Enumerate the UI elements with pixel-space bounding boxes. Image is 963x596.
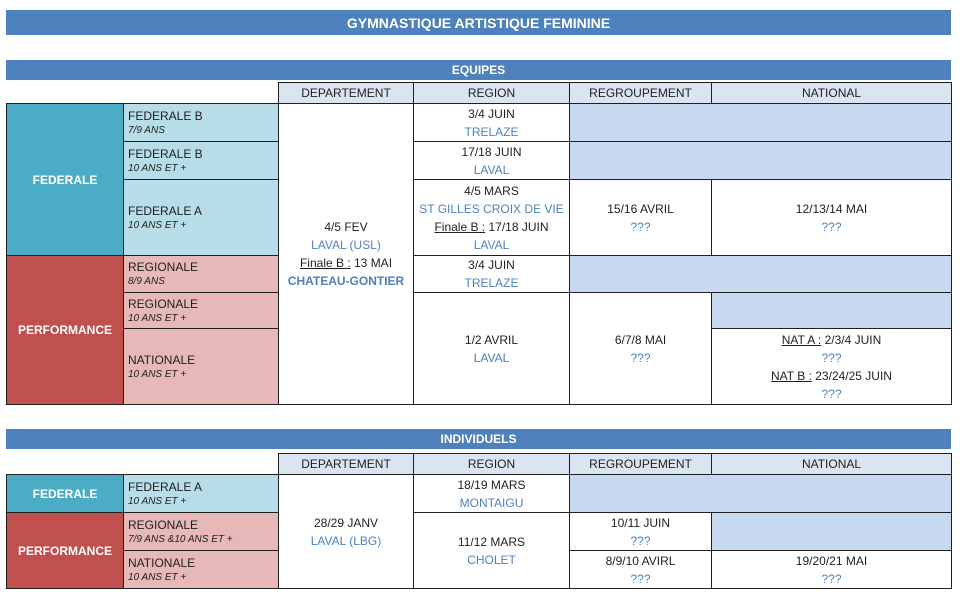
level-name: FEDERALE A — [128, 203, 203, 218]
level-cell — [124, 142, 279, 180]
finale-place: CHATEAU-GONTIER — [287, 274, 405, 288]
region-date: 3/4 JUIN — [468, 106, 515, 121]
table-row — [7, 180, 952, 256]
region-place: CHOLET — [467, 552, 516, 567]
equipes-header-row — [7, 83, 952, 104]
national-cell — [712, 180, 952, 256]
level-name: FEDERALE B — [128, 108, 203, 123]
region-finale — [418, 218, 565, 236]
page-title: GYMNASTIQUE ARTISTIQUE FEMININE — [6, 10, 951, 35]
level-cell — [124, 513, 279, 551]
level-name: REGIONALE — [128, 517, 199, 532]
header-blank — [7, 83, 279, 104]
empty-cell — [570, 142, 952, 180]
finale-date: 17/18 JUIN — [485, 219, 549, 234]
level-name: FEDERALE A — [128, 479, 203, 494]
col-national: NATIONAL — [712, 454, 952, 475]
departement-date: 4/5 FEV — [324, 220, 368, 234]
region-cell — [414, 104, 570, 142]
nat-b-place: ??? — [821, 386, 842, 401]
level-age: 10 ANS ET + — [128, 162, 187, 174]
level-age: 7/9 ANS &10 ANS ET + — [128, 533, 233, 545]
level-cell — [124, 329, 279, 405]
departement-date: 28/29 JANV — [313, 515, 379, 530]
national-date: 12/13/14 MAI — [795, 201, 868, 216]
col-national: NATIONAL — [712, 83, 952, 104]
region-date: 17/18 JUIN — [461, 144, 522, 159]
empty-cell — [712, 513, 952, 551]
empty-cell — [570, 104, 952, 142]
nat-b — [716, 367, 947, 385]
col-regroupement: REGROUPEMENT — [570, 83, 712, 104]
table-row — [7, 293, 952, 329]
individuels-section-header: INDIVIDUELS — [6, 429, 951, 449]
level-age: 10 ANS ET + — [128, 368, 187, 380]
equipes-table — [6, 82, 952, 405]
nat-b-label: NAT B : — [771, 368, 812, 383]
col-departement: DEPARTEMENT — [279, 454, 414, 475]
col-region: REGION — [414, 454, 570, 475]
region-cell — [414, 293, 570, 405]
empty-cell — [570, 256, 952, 293]
regroupement-place: ??? — [630, 350, 651, 365]
regroupement-place: ??? — [630, 571, 651, 586]
regroupement-cell — [570, 513, 712, 551]
departement-place: LAVAL (LBG) — [310, 533, 382, 548]
level-name: REGIONALE — [128, 260, 199, 274]
regroupement-cell — [570, 293, 712, 405]
regroupement-date: 6/7/8 MAI — [614, 332, 667, 347]
category-performance: PERFORMANCE — [7, 256, 124, 405]
region-cell — [414, 180, 570, 256]
table-row — [7, 256, 952, 293]
departement-cell — [279, 104, 414, 405]
departement-cell — [279, 475, 414, 589]
nat-b-date: 23/24/25 JUIN — [811, 368, 892, 383]
region-date: 4/5 MARS — [464, 183, 519, 198]
region-place: ST GILLES CROIX DE VIE — [419, 201, 564, 216]
national-date: 19/20/21 MAI — [795, 553, 868, 568]
empty-cell — [712, 293, 952, 329]
national-place: ??? — [821, 219, 842, 234]
category-federale: FEDERALE — [7, 104, 124, 256]
level-age: 7/9 ANS — [128, 124, 165, 136]
header-blank — [7, 454, 279, 475]
level-name: FEDERALE B — [128, 146, 203, 161]
region-place: LAVAL — [473, 162, 510, 177]
regroupement-date: 8/9/10 AVIRL — [605, 553, 676, 568]
region-date: 18/19 MARS — [457, 477, 526, 492]
category-federale: FEDERALE — [7, 475, 124, 513]
region-date: 11/12 MARS — [457, 534, 526, 549]
regroupement-cell — [570, 180, 712, 256]
nat-a-date: 2/3/4 JUIN — [821, 332, 882, 347]
national-cell — [712, 551, 952, 589]
col-regroupement: REGROUPEMENT — [570, 454, 712, 475]
equipes-section-header: EQUIPES — [6, 60, 951, 80]
table-row — [7, 475, 952, 513]
finale-label: Finale B : — [299, 256, 351, 270]
departement-finale — [283, 254, 409, 272]
table-row — [7, 513, 952, 551]
level-name: REGIONALE — [128, 296, 199, 311]
level-age: 8/9 ANS — [128, 276, 165, 287]
level-cell — [124, 104, 279, 142]
departement-place: LAVAL (USL) — [311, 238, 381, 252]
category-performance: PERFORMANCE — [7, 513, 124, 589]
regroupement-cell — [570, 551, 712, 589]
level-age: 10 ANS ET + — [128, 571, 187, 583]
individuels-header-row — [7, 454, 952, 475]
level-cell — [124, 475, 279, 513]
national-cell — [712, 329, 952, 405]
level-age: 10 ANS ET + — [128, 495, 187, 507]
level-age: 10 ANS ET + — [128, 219, 187, 231]
region-place: TRELAZE — [464, 124, 519, 139]
individuels-table — [6, 453, 952, 589]
regroupement-date: 15/16 AVRIL — [607, 201, 674, 216]
region-cell — [414, 475, 570, 513]
level-age: 10 ANS ET + — [128, 312, 187, 324]
region-date: 1/2 AVRIL — [464, 332, 519, 347]
empty-cell — [570, 475, 952, 513]
nat-a — [716, 331, 947, 349]
level-cell — [124, 256, 279, 293]
finale-date: 13 MAI — [350, 256, 393, 270]
level-name: NATIONALE — [128, 352, 196, 367]
table-row — [7, 104, 952, 142]
level-cell — [124, 293, 279, 329]
nat-a-label: NAT A : — [781, 332, 822, 347]
region-cell — [414, 142, 570, 180]
regroupement-place: ??? — [630, 219, 651, 234]
region-place: LAVAL — [473, 350, 510, 365]
regroupement-place: ??? — [630, 533, 651, 548]
col-departement: DEPARTEMENT — [279, 83, 414, 104]
region-cell — [414, 256, 570, 293]
level-cell — [124, 180, 279, 256]
region-place: TRELAZE — [464, 276, 519, 290]
table-row — [7, 142, 952, 180]
finale-label: Finale B : — [434, 219, 486, 234]
level-cell — [124, 551, 279, 589]
regroupement-date: 10/11 JUIN — [610, 515, 671, 530]
finale-place: LAVAL — [473, 237, 510, 252]
region-cell — [414, 513, 570, 589]
nat-a-place: ??? — [821, 350, 842, 365]
region-place: MONTAIGU — [459, 495, 524, 510]
region-date: 3/4 JUIN — [468, 258, 515, 272]
level-name: NATIONALE — [128, 555, 196, 570]
col-region: REGION — [414, 83, 570, 104]
national-place: ??? — [821, 571, 842, 586]
